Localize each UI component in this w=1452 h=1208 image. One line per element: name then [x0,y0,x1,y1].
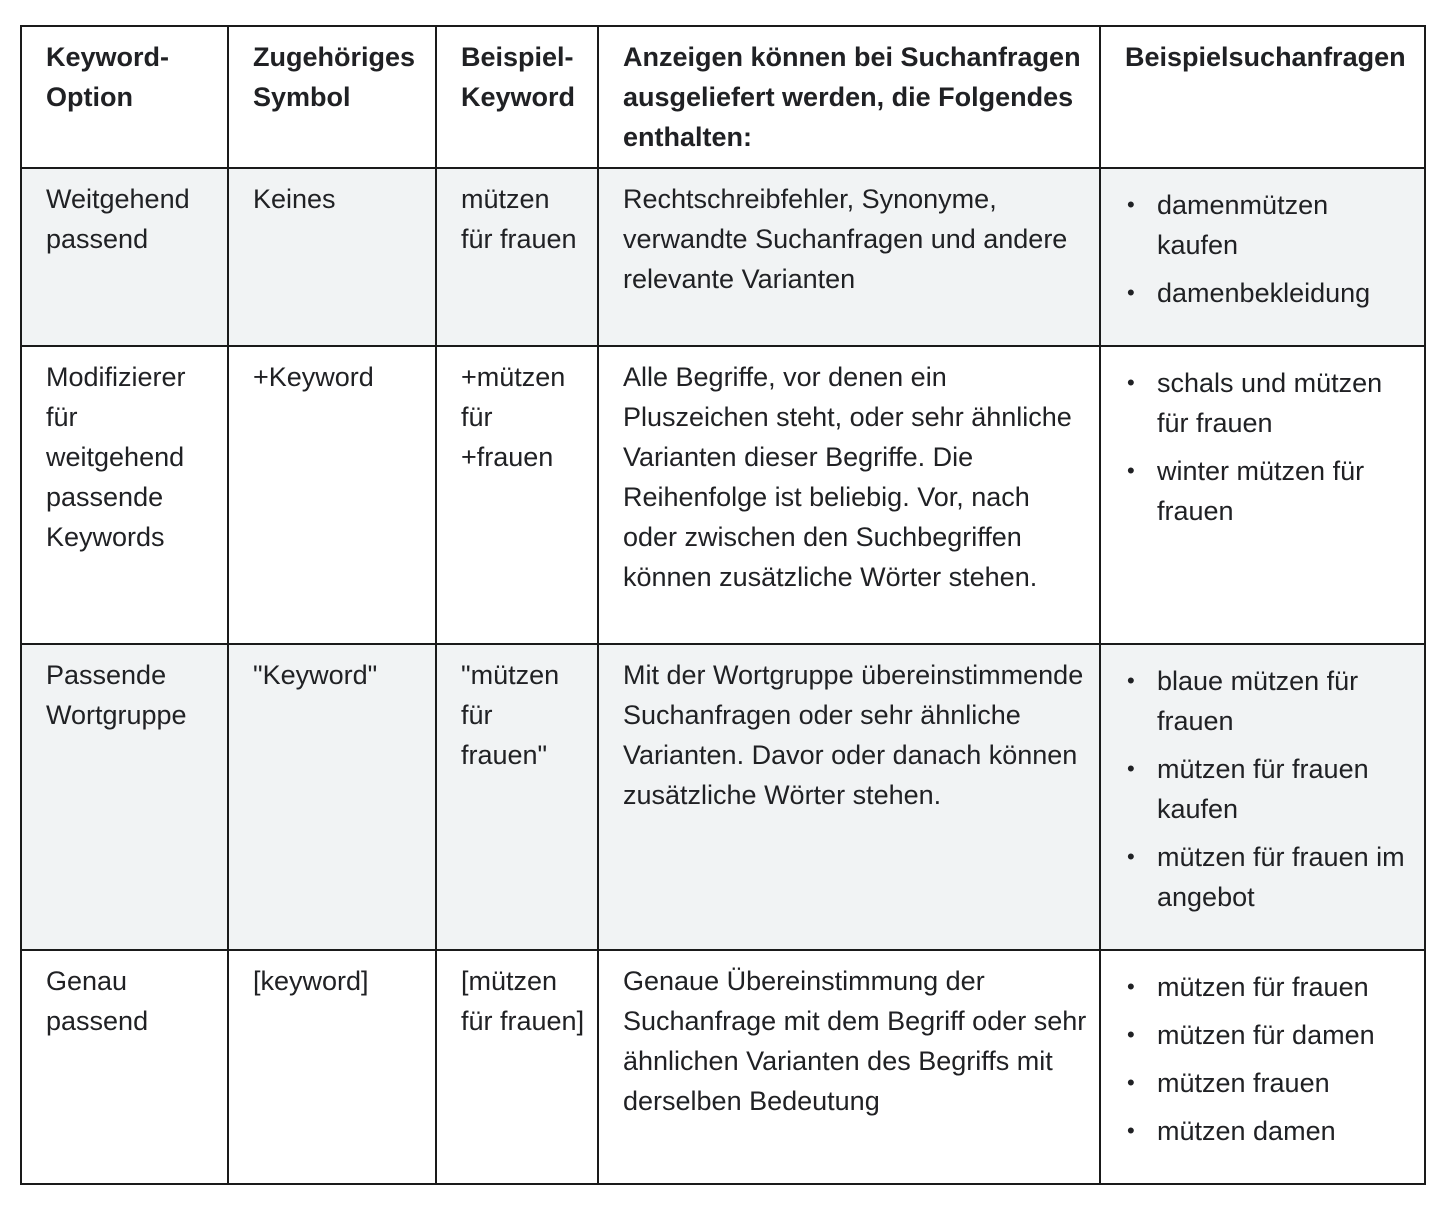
cell-option: Passende Wortgruppe [21,644,228,950]
table-row [21,950,1425,1184]
query-list [1125,967,1412,1151]
query-text: winter mützen für frauen [1157,456,1365,526]
header-matches: Anzeigen können bei Suchanfragen ausgeliefert werden, die Folgendes enthalten: [598,26,1100,168]
list-item [1125,967,1412,1007]
cell-option: Genau passend [21,950,228,1184]
list-item [1125,749,1412,829]
cell-matches: Mit der Wortgruppe übereinstimmende Suchanfragen oder sehr ähnliche Varianten. Davor oder danach können zusätzliche Wörter stehen. [598,644,1100,950]
table-wrapper [20,25,1426,1185]
list-item [1125,661,1412,741]
query-text: mützen für damen [1157,1020,1375,1050]
list-item [1125,1063,1412,1103]
table-row [21,346,1425,644]
header-symbol: Zugehöriges Symbol [228,26,436,168]
query-text: blaue mützen für frauen [1157,666,1359,736]
cell-queries [1100,950,1425,1184]
cell-queries [1100,346,1425,644]
cell-example: +mützen für +frauen [436,346,598,644]
table-row [21,644,1425,950]
header-keyword-option: Keyword-Option [21,26,228,168]
bullet-icon: • [1127,280,1135,305]
bullet-icon: • [1127,844,1135,869]
list-item [1125,273,1412,313]
query-text: mützen für frauen im angebot [1157,842,1405,912]
cell-symbol: Keines [228,168,436,346]
cell-matches: Genaue Übereinstimmung der Suchanfrage mit dem Begriff oder sehr ähnlichen Varianten des Begriffs mit derselben Bedeutung [598,950,1100,1184]
list-item [1125,1111,1412,1151]
cell-symbol: "Keyword" [228,644,436,950]
query-text: damenbekleidung [1157,278,1371,308]
table-header-row [21,26,1425,168]
bullet-icon: • [1127,1022,1135,1047]
cell-example: [mützen für frauen] [436,950,598,1184]
bullet-icon: • [1127,974,1135,999]
list-item [1125,451,1412,531]
query-text: damenmützen kaufen [1157,190,1329,260]
cell-queries [1100,168,1425,346]
cell-queries [1100,644,1425,950]
keyword-options-table [20,25,1426,1185]
header-example-queries: Beispielsuchanfragen [1100,26,1425,168]
list-item [1125,837,1412,917]
query-text: mützen frauen [1157,1068,1330,1098]
cell-symbol: [keyword] [228,950,436,1184]
cell-matches: Alle Begriffe, vor denen ein Pluszeichen steht, oder sehr ähnliche Varianten dieser Begriffe. Die Reihenfolge ist beliebig. Vor, nach oder zwischen den Suchbegriffen können zusätzliche Wörter stehen. [598,346,1100,644]
cell-example: "mützen für frauen" [436,644,598,950]
query-text: mützen für frauen kaufen [1157,754,1369,824]
bullet-icon: • [1127,370,1135,395]
query-text: mützen für frauen [1157,972,1369,1002]
list-item [1125,185,1412,265]
bullet-icon: • [1127,192,1135,217]
cell-option: Weitgehend passend [21,168,228,346]
query-text: schals und mützen für frauen [1157,368,1383,438]
list-item [1125,363,1412,443]
header-example-keyword: Beispiel-Keyword [436,26,598,168]
cell-example: mützen für frauen [436,168,598,346]
query-list [1125,363,1412,531]
cell-matches: Rechtschreibfehler, Synonyme, verwandte Suchanfragen und andere relevante Varianten [598,168,1100,346]
query-list [1125,185,1412,313]
query-list [1125,661,1412,917]
bullet-icon: • [1127,668,1135,693]
bullet-icon: • [1127,458,1135,483]
table-row [21,168,1425,346]
cell-option: Modifizierer für weitgehend passende Keywords [21,346,228,644]
bullet-icon: • [1127,1118,1135,1143]
bullet-icon: • [1127,756,1135,781]
bullet-icon: • [1127,1070,1135,1095]
query-text: mützen damen [1157,1116,1336,1146]
cell-symbol: +Keyword [228,346,436,644]
list-item [1125,1015,1412,1055]
